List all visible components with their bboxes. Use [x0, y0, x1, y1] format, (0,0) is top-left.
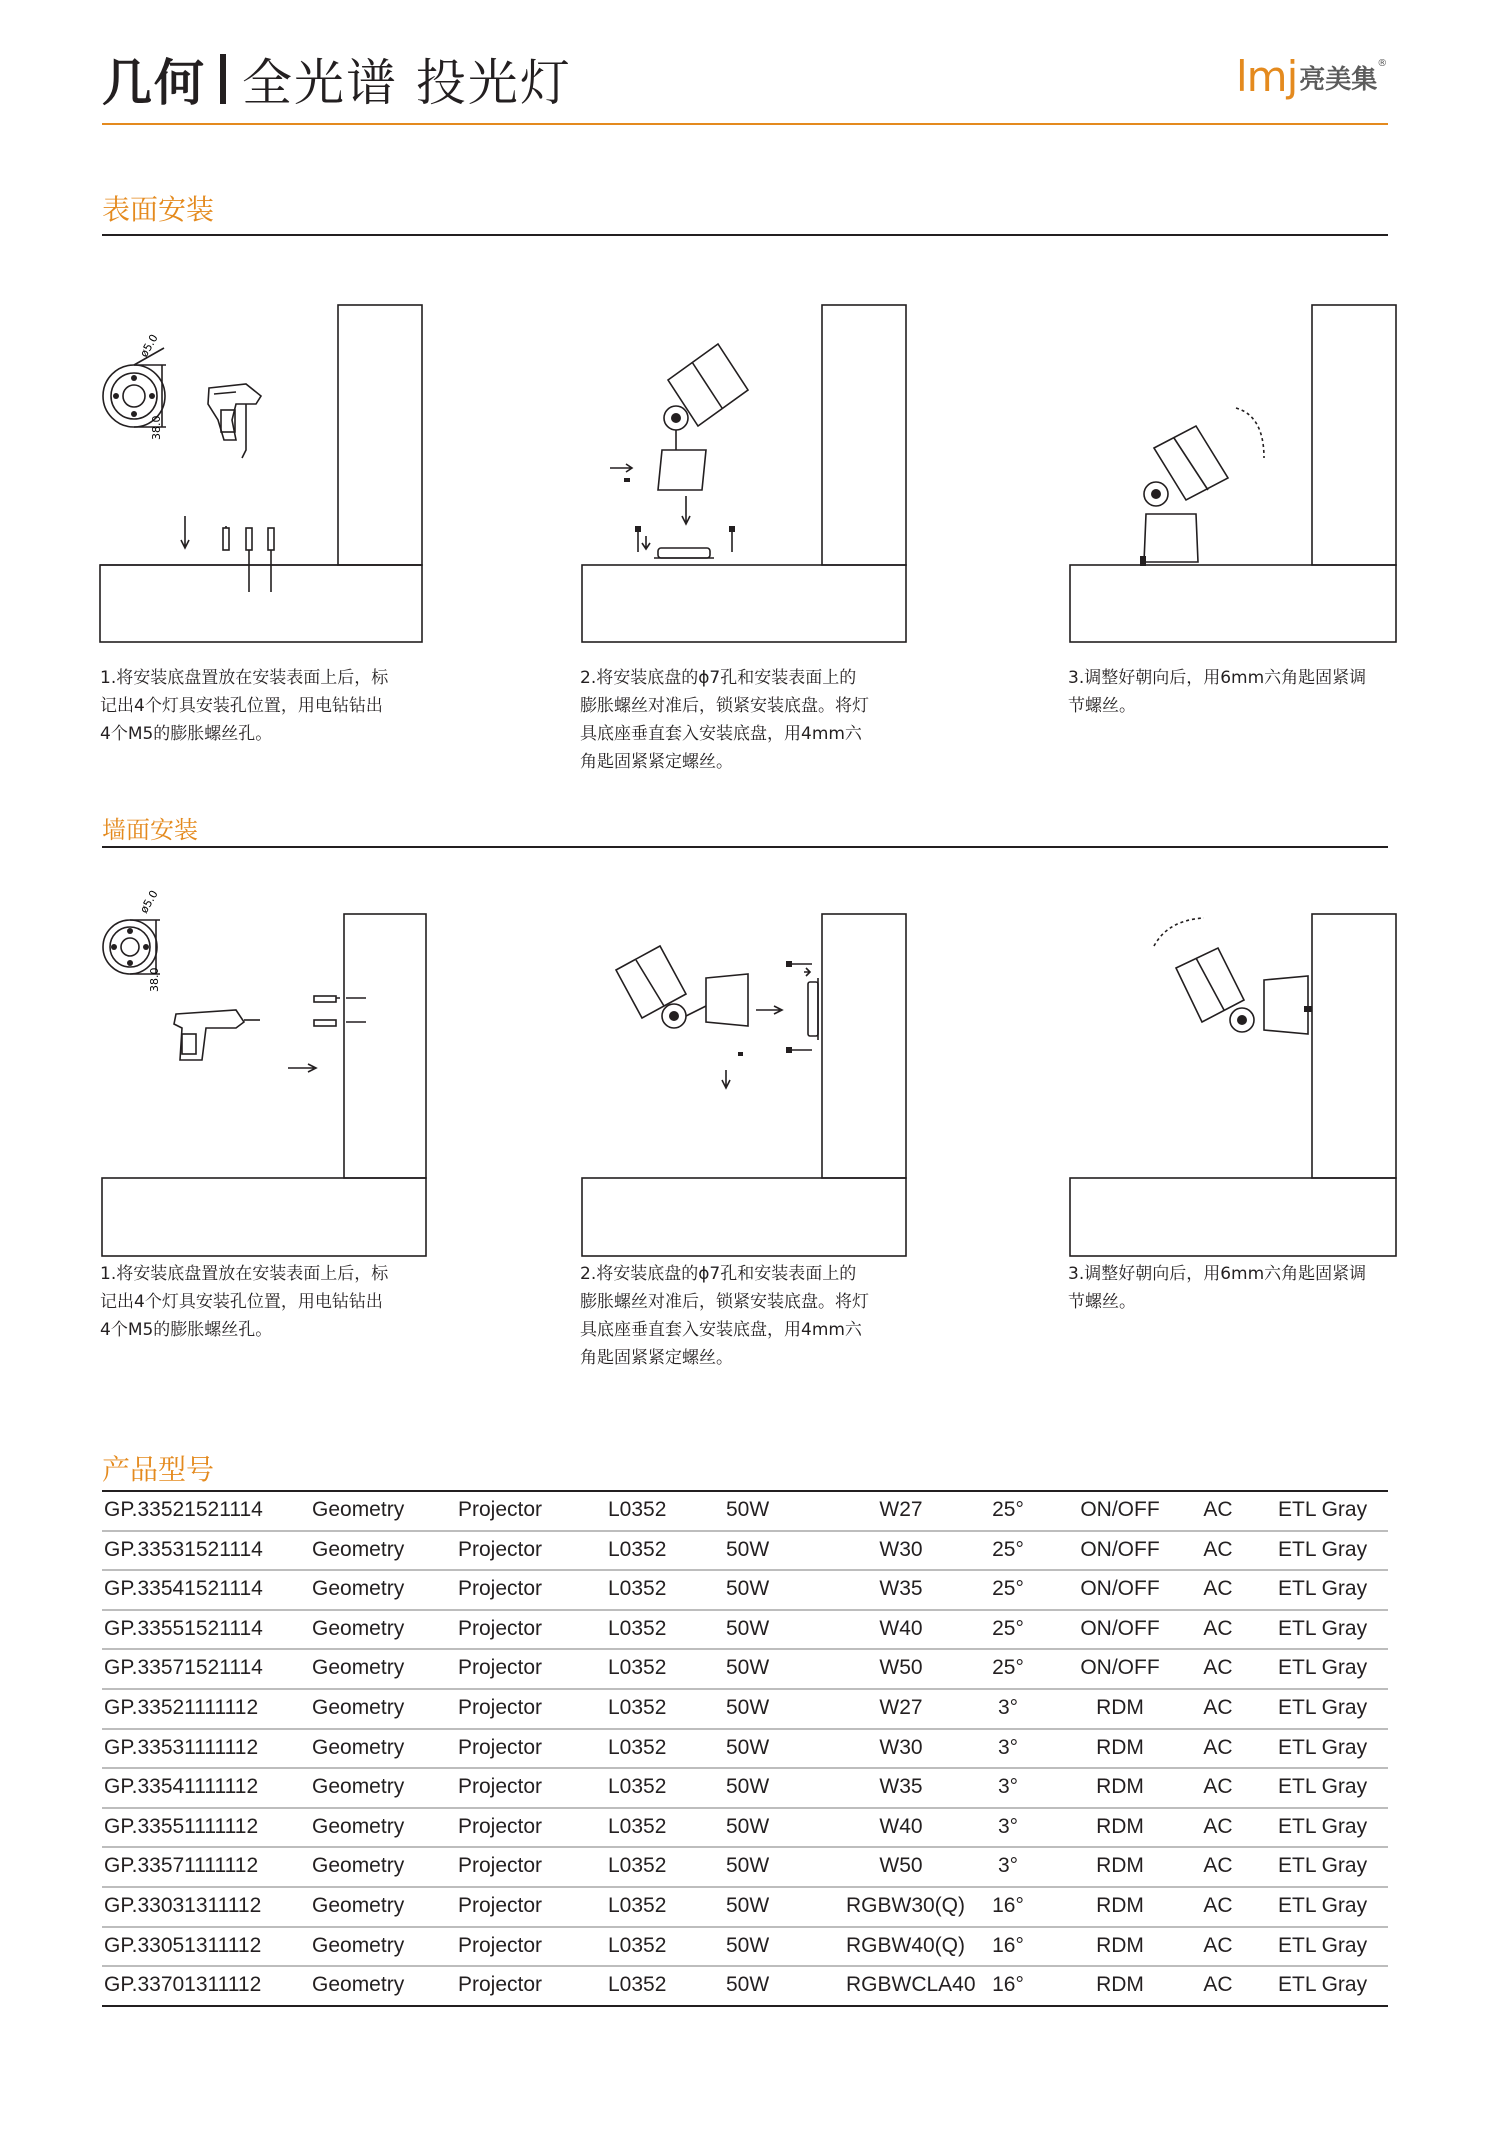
wall-step2-illustration [580, 910, 910, 1260]
table-cell: Projector [458, 1735, 543, 1759]
table-cell: 3° [997, 1695, 1019, 1719]
table-cell: W50 [879, 1656, 923, 1680]
dim-height-label: 38.0 [148, 967, 161, 992]
table-cell: 50W [726, 1893, 770, 1917]
table-cell: 25° [992, 1577, 1024, 1601]
dim-diameter-label: ø5.0 [137, 888, 161, 916]
table-cell: 50W [726, 1814, 770, 1838]
down-arrow-icon [722, 1070, 730, 1088]
table-row [102, 1571, 1388, 1611]
wall-step1-text: 1.将安装底盘置放在安装表面上后，标 记出4个灯具安装孔位置，用电钻钻出 4个M5的膨胀螺丝孔。 [100, 1264, 389, 1340]
table-cell: Geometry [312, 1616, 405, 1640]
ground-floor [582, 1178, 906, 1256]
surface-step2-illustration [580, 300, 910, 645]
table-cell: GP.33541111112 [104, 1775, 259, 1799]
table-cell: Geometry [312, 1775, 405, 1799]
table-cell: GP.33571521114 [104, 1656, 263, 1680]
title-separator [220, 54, 226, 104]
table-cell: Geometry [312, 1854, 405, 1878]
ground-floor [100, 565, 422, 642]
table-cell: Projector [458, 1854, 543, 1878]
table-cell: L0352 [608, 1695, 667, 1719]
table-cell: GP.33531521114 [104, 1537, 263, 1561]
table-cell: AC [1203, 1735, 1233, 1759]
table-cell: Projector [458, 1537, 543, 1561]
brick-wall [1312, 305, 1396, 565]
table-cell: GP.33531111112 [104, 1735, 259, 1759]
wall-step3-illustration [1068, 910, 1398, 1260]
table-row [102, 1928, 1388, 1968]
table-cell: RDM [1096, 1735, 1144, 1759]
table-cell: W50 [879, 1854, 923, 1878]
product-subtitle: 全光谱 投光灯 [242, 54, 572, 112]
table-cell: W30 [879, 1735, 923, 1759]
table-cell: 50W [726, 1695, 770, 1719]
table-row [102, 1967, 1388, 2007]
table-cell: L0352 [608, 1775, 667, 1799]
logo-registered-mark: ® [1377, 58, 1388, 69]
table-cell: GP.33551521114 [104, 1616, 263, 1640]
wall-step3-text: 3.调整好朝向后，用6mm六角匙固紧调 节螺丝。 [1068, 1264, 1367, 1312]
table-cell: GP.33701311112 [104, 1973, 262, 1997]
right-arrow-icon [756, 1006, 782, 1014]
table-row [102, 1809, 1388, 1849]
table-cell: GP.33571111112 [104, 1854, 259, 1878]
floodlight-adjusted-icon [1176, 948, 1312, 1034]
table-cell: Projector [458, 1893, 543, 1917]
table-row [102, 1848, 1388, 1888]
table-cell: 50W [726, 1933, 770, 1957]
table-cell: L0352 [608, 1616, 667, 1640]
expansion-anchor-icon [223, 526, 274, 592]
table-cell: GP.33541521114 [104, 1577, 263, 1601]
page-title [102, 44, 572, 114]
table-cell: Geometry [312, 1695, 405, 1719]
mounting-base-icon [808, 978, 818, 1040]
table-cell: L0352 [608, 1656, 667, 1680]
table-row [102, 1492, 1388, 1532]
table-cell: GP.33051311112 [104, 1933, 262, 1957]
table-cell: AC [1203, 1893, 1233, 1917]
floodlight-head-icon [616, 946, 748, 1028]
table-cell: L0352 [608, 1537, 667, 1561]
table-cell: 16° [992, 1973, 1024, 1997]
table-cell: ETL Gray [1278, 1735, 1368, 1759]
section-divider [102, 846, 1388, 848]
surface-step1-illustration [96, 300, 432, 645]
table-cell: AC [1203, 1498, 1233, 1521]
table-cell: Projector [458, 1933, 543, 1957]
table-cell: ETL Gray [1278, 1616, 1368, 1640]
table-cell: RDM [1096, 1775, 1144, 1799]
mounting-base-icon [654, 548, 714, 558]
table-cell: 3° [997, 1814, 1019, 1838]
surface-step3-text: 3.调整好朝向后，用6mm六角匙固紧调 节螺丝。 [1068, 668, 1367, 716]
table-cell: ETL Gray [1278, 1537, 1368, 1561]
table-cell: Projector [458, 1577, 543, 1601]
brick-wall [338, 305, 422, 565]
expansion-anchor-icon [314, 996, 366, 1026]
right-arrow-icon [288, 1064, 316, 1072]
table-cell: RGBW40(Q) [846, 1933, 966, 1957]
table-row [102, 1730, 1388, 1770]
surface-step3-illustration [1068, 300, 1398, 645]
table-cell: 50W [726, 1735, 770, 1759]
table-cell: ETL Gray [1278, 1973, 1368, 1997]
electric-drill-icon [174, 1010, 260, 1060]
table-cell: 50W [726, 1775, 770, 1799]
table-cell: Geometry [312, 1735, 405, 1759]
table-cell: 16° [992, 1933, 1024, 1957]
table-cell: AC [1203, 1933, 1233, 1957]
dim-diameter-label: ø5.0 [137, 332, 161, 360]
table-row [102, 1611, 1388, 1651]
down-arrow-icon [181, 516, 189, 548]
table-cell: W40 [879, 1814, 923, 1838]
table-cell: L0352 [608, 1735, 667, 1759]
table-cell: 50W [726, 1537, 770, 1561]
table-cell: GP.33521111112 [104, 1695, 259, 1719]
table-cell: Geometry [312, 1814, 405, 1838]
table-cell: L0352 [608, 1814, 667, 1838]
table-cell: ON/OFF [1080, 1498, 1160, 1521]
electric-drill-icon [208, 384, 261, 458]
table-cell: ETL Gray [1278, 1775, 1368, 1799]
table-cell: Projector [458, 1775, 543, 1799]
table-cell: 25° [992, 1616, 1024, 1640]
table-cell: ETL Gray [1278, 1695, 1368, 1719]
table-cell: L0352 [608, 1498, 667, 1521]
table-cell: Geometry [312, 1498, 405, 1521]
floodlight-head-icon [658, 344, 748, 490]
table-cell: Geometry [312, 1577, 405, 1601]
surface-step2-text: 2.将安装底盘的ϕ7孔和安装表面上的 膨胀螺丝对准后，锁紧安装底盘。将灯 具底座垂直套入安装底盘，用4mm六 角匙固紧紧定螺丝。 [580, 668, 869, 772]
table-cell: 25° [992, 1537, 1024, 1561]
table-cell: W35 [879, 1577, 923, 1601]
brick-wall [822, 914, 906, 1178]
table-row [102, 1690, 1388, 1730]
table-cell: 25° [992, 1656, 1024, 1680]
section-title-surface-install: 表面安装 [102, 193, 215, 226]
table-cell: AC [1203, 1616, 1233, 1640]
ground-floor [102, 1178, 426, 1256]
table-cell: Projector [458, 1973, 543, 1997]
section-title-wall-install: 墙面安装 [102, 816, 198, 844]
table-cell: W35 [879, 1775, 923, 1799]
table-cell: ON/OFF [1080, 1577, 1160, 1601]
table-cell: L0352 [608, 1973, 667, 1997]
table-cell: AC [1203, 1775, 1233, 1799]
table-cell: AC [1203, 1577, 1233, 1601]
table-cell: ON/OFF [1080, 1656, 1160, 1680]
table-cell: GP.33031311112 [104, 1893, 262, 1917]
table-cell: AC [1203, 1973, 1233, 1997]
brand-name: 几何 [102, 54, 206, 112]
section-divider [102, 234, 1388, 236]
table-cell: Geometry [312, 1973, 405, 1997]
wall-step1-illustration [96, 888, 432, 1260]
table-cell: AC [1203, 1854, 1233, 1878]
table-cell: RDM [1096, 1814, 1144, 1838]
table-row [102, 1769, 1388, 1809]
table-cell: ON/OFF [1080, 1616, 1160, 1640]
ground-floor [1070, 565, 1396, 642]
table-cell: 16° [992, 1893, 1024, 1917]
table-cell: ETL Gray [1278, 1893, 1368, 1917]
brick-wall [1312, 914, 1396, 1178]
table-cell: ETL Gray [1278, 1933, 1368, 1957]
table-cell: AC [1203, 1814, 1233, 1838]
table-cell: Geometry [312, 1933, 405, 1957]
table-cell: Projector [458, 1814, 543, 1838]
table-cell: RDM [1096, 1695, 1144, 1719]
table-cell: 3° [997, 1854, 1019, 1878]
table-cell: GP.33521521114 [104, 1498, 263, 1521]
table-cell: RDM [1096, 1854, 1144, 1878]
table-cell: L0352 [608, 1854, 667, 1878]
table-cell: W40 [879, 1616, 923, 1640]
header-divider [102, 123, 1388, 125]
table-cell: Projector [458, 1498, 543, 1521]
table-cell: W27 [879, 1498, 923, 1521]
down-arrow-icon [682, 496, 690, 524]
table-cell: Geometry [312, 1656, 405, 1680]
table-cell: 25° [992, 1498, 1024, 1521]
table-cell: ETL Gray [1278, 1498, 1368, 1521]
ground-floor [582, 565, 906, 642]
surface-step1-text: 1.将安装底盘置放在安装表面上后，标 记出4个灯具安装孔位置，用电钻钻出 4个M5的膨胀螺丝孔。 [100, 668, 389, 744]
mounting-plate-icon [103, 920, 160, 974]
mounting-plate-icon [103, 348, 166, 427]
table-cell: RGBWCLA40 [846, 1973, 976, 1997]
table-cell: ETL Gray [1278, 1854, 1368, 1878]
table-cell: GP.33551111112 [104, 1814, 259, 1838]
logo-latin: lmj [1236, 52, 1298, 101]
ground-floor [1070, 1178, 1396, 1256]
dim-height-label: 38.0 [150, 415, 163, 440]
table-cell: RDM [1096, 1973, 1144, 1997]
table-cell: W30 [879, 1537, 923, 1561]
table-cell: 3° [997, 1775, 1019, 1799]
logo-chinese: 亮美集 [1299, 65, 1378, 96]
model-table [102, 1490, 1388, 2007]
table-cell: Geometry [312, 1893, 405, 1917]
table-cell: 3° [997, 1735, 1019, 1759]
table-cell: ON/OFF [1080, 1537, 1160, 1561]
table-cell: L0352 [608, 1577, 667, 1601]
table-cell: Projector [458, 1656, 543, 1680]
rotation-arc-icon [1236, 408, 1264, 458]
table-cell: L0352 [608, 1893, 667, 1917]
section-title-models: 产品型号 [102, 1453, 215, 1486]
table-cell: 50W [726, 1616, 770, 1640]
table-cell: 50W [726, 1656, 770, 1680]
table-cell: Projector [458, 1616, 543, 1640]
brick-wall [822, 305, 906, 565]
floodlight-adjusted-icon [1140, 426, 1228, 566]
table-cell: RGBW30(Q) [846, 1893, 966, 1917]
table-row [102, 1532, 1388, 1572]
table-cell: ETL Gray [1278, 1577, 1368, 1601]
table-cell: W27 [879, 1695, 923, 1719]
table-cell: Projector [458, 1695, 543, 1719]
table-cell: L0352 [608, 1933, 667, 1957]
table-cell: AC [1203, 1656, 1233, 1680]
table-cell: Geometry [312, 1537, 405, 1561]
wall-step2-text: 2.将安装底盘的ϕ7孔和安装表面上的 膨胀螺丝对准后，锁紧安装底盘。将灯 具底座垂直套入安装底盘，用4mm六 角匙固紧紧定螺丝。 [580, 1264, 869, 1368]
table-cell: ETL Gray [1278, 1656, 1368, 1680]
company-logo [1236, 52, 1388, 101]
table-row [102, 1650, 1388, 1690]
table-cell: RDM [1096, 1893, 1144, 1917]
table-cell: 50W [726, 1498, 770, 1521]
right-arrow-icon [610, 464, 632, 472]
table-cell: 50W [726, 1577, 770, 1601]
table-cell: AC [1203, 1537, 1233, 1561]
brick-wall [344, 914, 426, 1178]
table-cell: RDM [1096, 1933, 1144, 1957]
rotation-arc-icon [1154, 918, 1204, 946]
table-cell: 50W [726, 1854, 770, 1878]
table-cell: 50W [726, 1973, 770, 1997]
table-cell: ETL Gray [1278, 1814, 1368, 1838]
table-cell: AC [1203, 1695, 1233, 1719]
table-row [102, 1888, 1388, 1928]
